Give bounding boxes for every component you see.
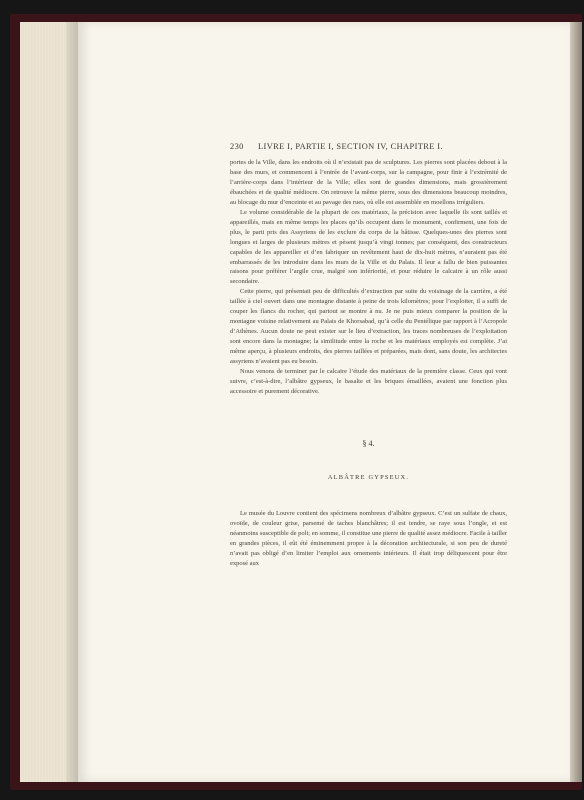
section-title: ALBÂTRE GYPSEUX.: [327, 474, 410, 481]
paragraph: Le musée du Louvre contient des spécimens nombreux d’albâtre gypseux. C’est un sulfate de chaux, ovoïde, de couleur grise, parsemé de taches blanchâtres; il est tendre, se raye sous l’ongle, et est néanmoins susceptible de poli; en somme, il constitue une pierre de qualité assez médiocre. Facile à tailler en grandes pièces, il eût été éminemment propre à la décoration architecturale, si son peu de dureté n’avait pas obligé d’en limiter l’emploi aux ornements intérieurs. Il était trop déliquescent pour être exposé aux: [230, 510, 507, 567]
paragraph: Nous venons de terminer par le calcaire l’étude des matériaux de la première classe. Ceux qui vont suivre, c’est-à-dire, l’albâtre gypseux, le basalte et les briques émaillées, avaient une fonction plus accessoire et purement décorative.: [230, 368, 507, 395]
running-head: [230, 142, 510, 151]
running-head-title: LIVRE I, PARTIE I, SECTION IV, CHAPITRE I.: [258, 142, 443, 151]
body-text-top: [230, 158, 507, 397]
page-gutter-strip: [570, 22, 582, 782]
page-edges: [20, 22, 80, 782]
section-number: § 4.: [362, 439, 375, 448]
paragraph: Cette pierre, qui présentait peu de difficultés d’extraction par suite du voisinage de la carrière, a été taillée à ciel ouvert dans une montagne distante à peine de trois kilomètres; pour l’exploiter, il a suffi de couper les flancs du rocher, qui partout se montre à nu. Je ne puis mieux comparer la position de la montagne voisine relativement au Palais de Khorsabad, qu’à celle du Pentélique par rapport à l’Acropole d’Athènes. Aucun doute ne peut exister sur le lieu d’extraction, les traces nombreuses de l’exploitation sont encore dans la montagne; la similitude entre la roche et les matériaux employés est complète. J’ai même aperçu, à plusieurs endroits, des pierres taillées et préparées, mais dont, sans doute, les architectes assyriens n’avaient pas eu besoin.: [230, 288, 507, 366]
paragraph: Le volume considérable de la plupart de ces matériaux, la précision avec laquelle ils sont taillés et appareillés, mais en même temps les places qu’ils occupent dans le monument, confirment, une fois de plus, le parti pris des Assyriens de les exclure du corps de la bâtisse. Quelques-unes des pierres sont longues et larges de plusieurs mètres et pèsent jusqu’à vingt tonnes; par conséquent, des constructeurs capables de les appareiller et d’en fabriquer un revêtement haut de dix-huit mètres, n’auraient pas été embarrassés de les introduire dans les murs de la Ville et du Palais. Il leur a fallu de bien puissantes raisons pour préférer l’argile crue, malgré son infériorité, et pour réduire le calcaire à un rôle aussi secondaire.: [230, 208, 507, 286]
book-page: [78, 22, 570, 782]
page-number: 230: [230, 142, 244, 151]
body-text-bottom: [230, 509, 507, 569]
paragraph: portes de la Ville, dans les endroits où il n’existait pas de sculptures. Les pierres sont placées debout à la base des murs, et commencent à l’entrée de l’avant-corps, sur la campagne, pour finir à l’extrémité de l’arrière-corps dans l’intérieur de la Ville; elles sont de grandes dimensions, mais grossièrement ébauchées et de qualité médiocre. On retrouve la même pierre, sous des dimensions beaucoup moindres, au blocage du mur d’enceinte et au pavage des rues, où elle est assemblée en moellons irréguliers.: [230, 159, 507, 206]
